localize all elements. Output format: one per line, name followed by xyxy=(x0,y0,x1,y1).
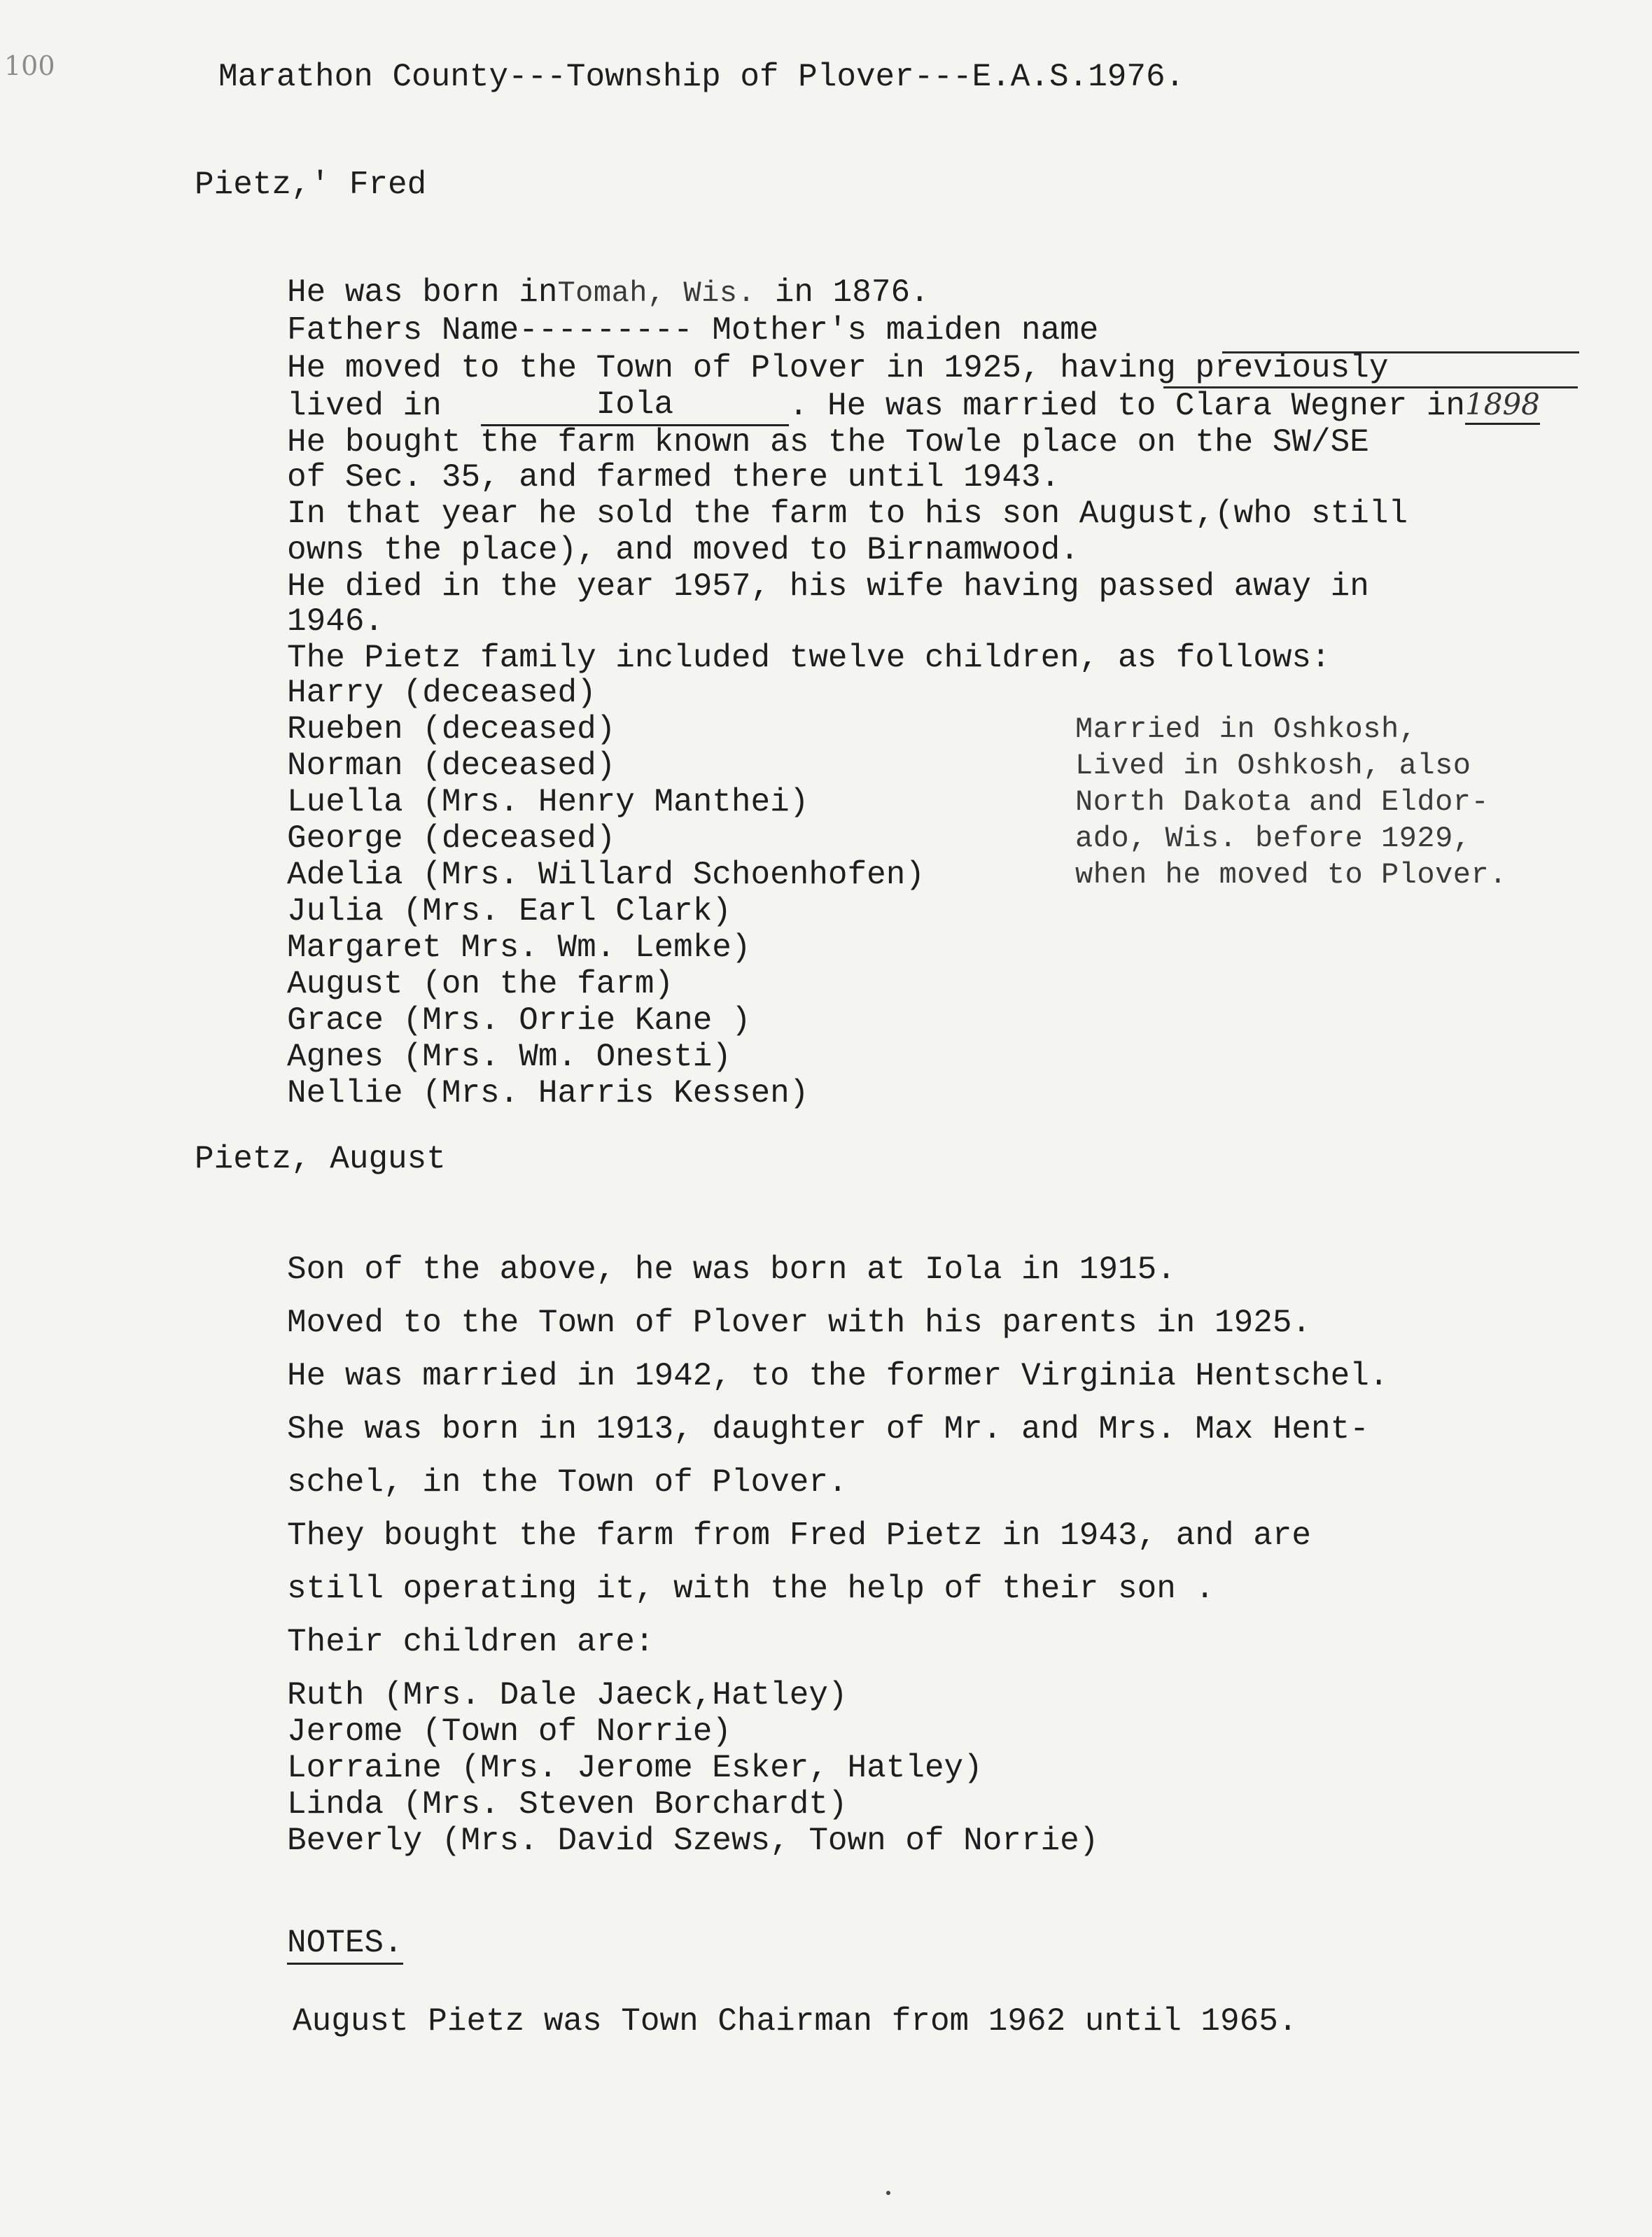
list-item: August (on the farm) xyxy=(287,966,674,1002)
stray-mark xyxy=(886,2191,890,2195)
page-number: 100 xyxy=(4,50,55,81)
entry-name-fred: Pietz,' Fred xyxy=(195,167,427,203)
list-item: Ruth (Mrs. Dale Jaeck,Hatley) xyxy=(287,1677,848,1713)
fred-farm-line-1: He bought the farm known as the Towle place on the SW/SE xyxy=(287,424,1369,461)
list-item: Adelia (Mrs. Willard Schoenhofen) xyxy=(287,857,925,893)
list-item: Grace (Mrs. Orrie Kane ) xyxy=(287,1002,751,1039)
list-item: Lorraine (Mrs. Jerome Esker, Hatley) xyxy=(287,1750,983,1786)
fred-birth-text-b: in 1876. xyxy=(755,274,930,311)
list-item: Harry (deceased) xyxy=(287,675,596,711)
fred-farm-line-2: of Sec. 35, and farmed there until 1943. xyxy=(287,459,1060,496)
side-note xyxy=(1075,711,1607,893)
side-note-line: Lived in Oshkosh, also xyxy=(1075,749,1471,783)
list-item: Agnes (Mrs. Wm. Onesti) xyxy=(287,1039,732,1075)
fred-sold-line-1: In that year he sold the farm to his son August,(who still xyxy=(287,496,1408,532)
side-note-line: Married in Oshkosh, xyxy=(1075,713,1418,746)
fred-birth-place: Tomah, Wis. xyxy=(557,276,756,310)
fred-children-list xyxy=(287,675,1057,1112)
notes-text: August Pietz was Town Chairman from 1962 until 1965. xyxy=(293,2003,1298,2040)
august-line: Son of the above, he was born at Iola in 1915. xyxy=(287,1251,1176,1288)
august-children-list xyxy=(287,1677,1617,1859)
side-note-line: North Dakota and Eldor- xyxy=(1075,785,1490,819)
list-item: Norman (deceased) xyxy=(287,748,616,784)
side-note-line: ado, Wis. before 1929, xyxy=(1075,822,1471,855)
fred-died-line-2: 1946. xyxy=(287,603,384,640)
list-item: Margaret Mrs. Wm. Lemke) xyxy=(287,930,751,966)
august-line: still operating it, with the help of their son . xyxy=(287,1571,1215,1607)
fred-moved-line: He moved to the Town of Plover in 1925, having previously xyxy=(287,350,1389,386)
fred-birth-line xyxy=(287,274,930,311)
notes-heading: NOTES. xyxy=(287,1925,403,1961)
fred-birth-text-a: He was born in xyxy=(287,274,558,311)
august-line: She was born in 1913, daughter of Mr. and Mrs. Max Hent- xyxy=(287,1411,1369,1447)
side-note-line: when he moved to Plover. xyxy=(1075,858,1507,892)
fred-married-line xyxy=(287,386,1540,426)
list-item: George (deceased) xyxy=(287,820,616,857)
fred-died-line-1: He died in the year 1957, his wife having passed away in xyxy=(287,568,1369,605)
august-line: He was married in 1942, to the former Virginia Hentschel. xyxy=(287,1358,1389,1394)
fred-married-text: . He was married to Clara Wegner in xyxy=(788,388,1466,424)
list-item: Beverly (Mrs. David Szews, Town of Norrie) xyxy=(287,1823,1099,1859)
fred-married-year: 1898 xyxy=(1465,387,1540,425)
list-item: Linda (Mrs. Steven Borchardt) xyxy=(287,1786,848,1823)
list-item: Rueben (deceased) xyxy=(287,711,616,748)
page-header: Marathon County---Township of Plover---E.A.S.1976. xyxy=(218,59,1185,95)
august-line: They bought the farm from Fred Pietz in 1943, and are xyxy=(287,1517,1312,1554)
fred-lived-text: lived in xyxy=(287,388,442,424)
list-item: Jerome (Town of Norrie) xyxy=(287,1713,732,1750)
august-line: Their children are: xyxy=(287,1624,654,1660)
fred-sold-line-2: owns the place), and moved to Birnamwood. xyxy=(287,532,1079,568)
august-line: schel, in the Town of Plover. xyxy=(287,1464,848,1501)
fred-prev-place: Iola xyxy=(481,386,789,426)
fred-parents-line: Fathers Name--------- Mother's maiden name xyxy=(287,312,1099,349)
fred-family-line: The Pietz family included twelve children, as follows: xyxy=(287,640,1331,676)
entry-name-august: Pietz, August xyxy=(195,1141,446,1177)
august-line: Moved to the Town of Plover with his parents in 1925. xyxy=(287,1305,1312,1341)
list-item: Julia (Mrs. Earl Clark) xyxy=(287,893,732,930)
list-item: Luella (Mrs. Henry Manthei) xyxy=(287,784,809,820)
list-item: Nellie (Mrs. Harris Kessen) xyxy=(287,1075,809,1112)
august-paragraph xyxy=(287,1243,1617,1669)
